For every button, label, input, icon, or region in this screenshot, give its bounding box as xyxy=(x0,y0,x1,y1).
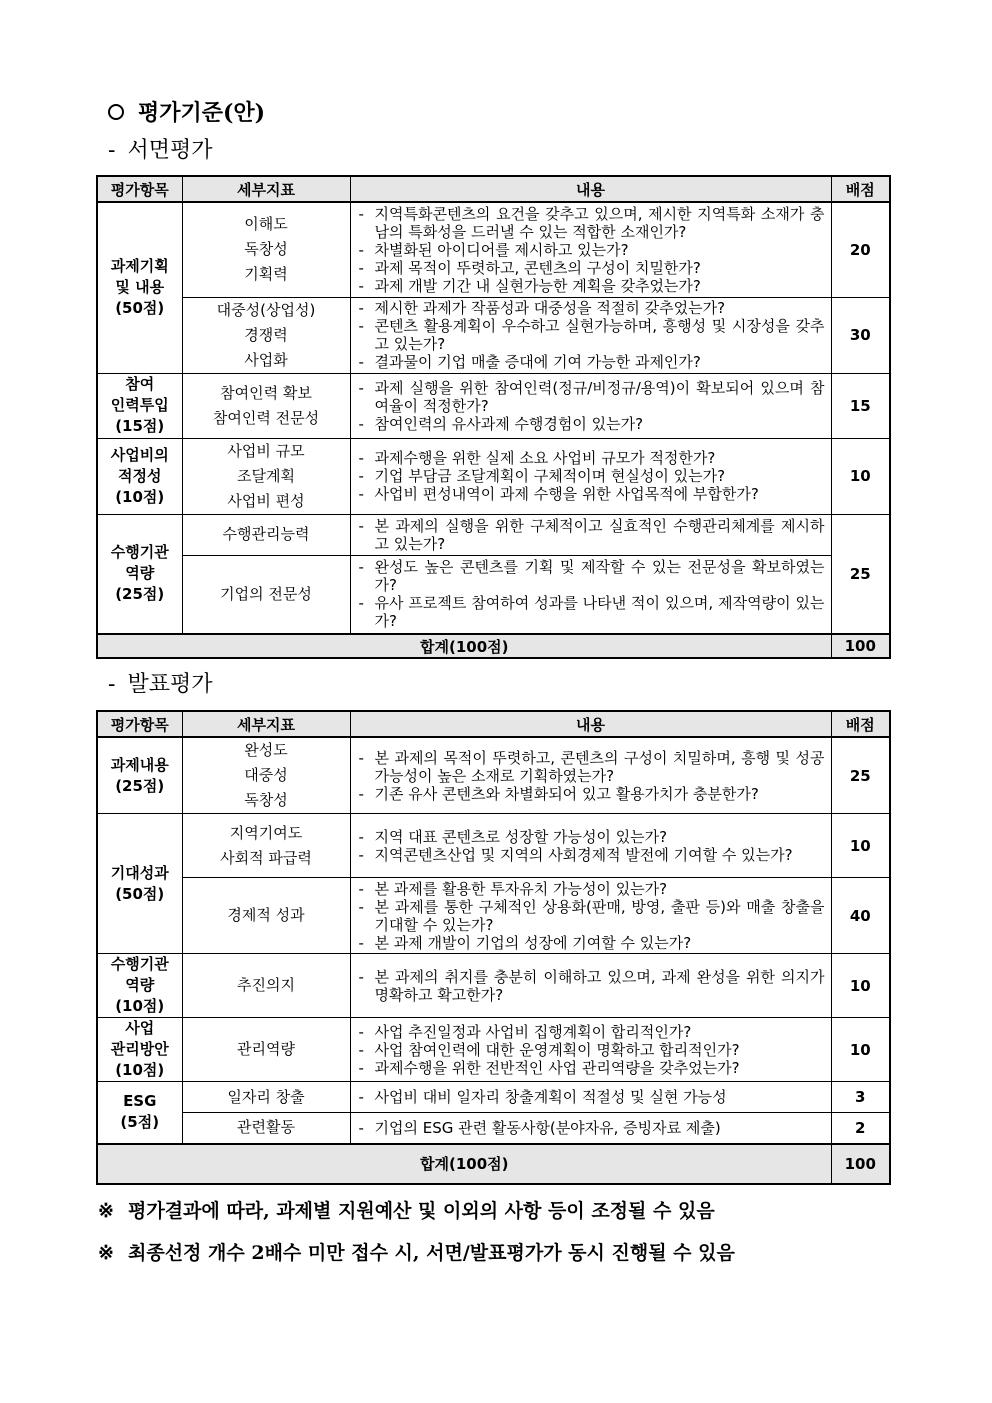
header-content: 내용 xyxy=(350,711,831,737)
written-eval-label: - 서면평가 xyxy=(108,138,213,163)
list-item: - 사업 추진일정과 사업비 집행계획이 합리적인가? xyxy=(359,1023,825,1041)
list-item: - 유사 프로젝트 참여하여 성과를 나타낸 적이 있으며, 제작역량이 있는가? xyxy=(359,594,825,630)
written-eval-table xyxy=(96,175,891,659)
list-item: - 지역 대표 콘텐츠로 성장할 가능성이 있는가? xyxy=(359,828,825,846)
content-cell xyxy=(350,1082,831,1113)
content-cell xyxy=(350,555,831,634)
list-item: - 사업비 편성내역이 과제 수행을 위한 사업목적에 부합한가? xyxy=(359,485,825,503)
list-item: - 과제 목적이 뚜렷하고, 콘텐츠의 구성이 치밀한가? xyxy=(359,259,825,277)
score-cell: 10 xyxy=(831,954,890,1018)
indicator-cell: 사업비 규모 조달계획 사업비 편성 xyxy=(182,438,350,514)
table-row xyxy=(97,1018,890,1082)
list-item: - 기업 부담금 조달계획이 구체적이며 현실성이 있는가? xyxy=(359,467,825,485)
content-cell xyxy=(350,954,831,1018)
section-title-text: 평가기준(안) xyxy=(138,100,266,126)
content-cell xyxy=(350,514,831,555)
category-cell: 수행기관 역량 (10점) xyxy=(97,954,182,1018)
content-cell xyxy=(350,814,831,878)
list-item: - 콘텐츠 활용계획이 우수하고 실현가능하며, 흥행성 및 시장성을 갖추고 있는가? xyxy=(359,317,825,353)
presentation-eval-table xyxy=(96,710,891,1185)
list-item: - 본 과제의 취지를 충분히 이해하고 있으며, 과제 완성을 위한 의지가 명확하고 확고한가? xyxy=(359,968,825,1004)
presentation-eval-label: - 발표평가 xyxy=(108,672,213,697)
table-row xyxy=(97,737,890,814)
list-item: - 과제 실행을 위한 참여인력(정규/비정규/용역)이 확보되어 있으며 참여율이 적정한가? xyxy=(359,379,825,415)
category-cell: 참여 인력투입 (15점) xyxy=(97,373,182,438)
content-cell xyxy=(350,202,831,297)
list-item: - 지역콘텐츠산업 및 지역의 사회경제적 발전에 기여할 수 있는가? xyxy=(359,846,825,864)
score-cell: 25 xyxy=(831,514,890,634)
table-row xyxy=(97,814,890,878)
category-cell: 과제기획 및 내용 (50점) xyxy=(97,202,182,373)
table-row xyxy=(97,373,890,438)
category-cell: ESG (5점) xyxy=(97,1082,182,1144)
header-content: 내용 xyxy=(350,176,831,202)
score-cell: 25 xyxy=(831,737,890,814)
content-cell xyxy=(350,297,831,373)
indicator-cell: 관련활동 xyxy=(182,1113,350,1144)
table-row xyxy=(97,438,890,514)
indicator-cell: 기업의 전문성 xyxy=(182,555,350,634)
table-header-row xyxy=(97,711,890,737)
table-row xyxy=(97,954,890,1018)
list-item: - 기업의 ESG 관련 활동사항(분야자유, 증빙자료 제출) xyxy=(359,1119,825,1137)
header-indicator: 세부지표 xyxy=(182,176,350,202)
list-item: - 본 과제를 통한 구체적인 상용화(판매, 방영, 출판 등)와 매출 창출을 기대할 수 있는가? xyxy=(359,898,825,934)
header-category: 평가항목 xyxy=(97,176,182,202)
list-item: - 과제 개발 기간 내 실현가능한 계획을 갖추었는가? xyxy=(359,277,825,295)
content-cell xyxy=(350,878,831,954)
category-cell: 사업비의 적정성 (10점) xyxy=(97,438,182,514)
score-cell: 15 xyxy=(831,373,890,438)
list-item: - 과제수행을 위한 실제 소요 사업비 규모가 적정한가? xyxy=(359,449,825,467)
category-cell: 수행기관 역량 (25점) xyxy=(97,514,182,634)
indicator-cell: 일자리 창출 xyxy=(182,1082,350,1113)
score-cell: 3 xyxy=(831,1082,890,1113)
content-cell xyxy=(350,737,831,814)
table-row xyxy=(97,202,890,297)
category-cell: 과제내용 (25점) xyxy=(97,737,182,814)
note-line xyxy=(98,1232,898,1274)
list-item: - 기존 유사 콘텐츠와 차별화되어 있고 활용가치가 충분한가? xyxy=(359,785,825,803)
indicator-cell: 대중성(상업성) 경쟁력 사업화 xyxy=(182,297,350,373)
indicator-cell: 참여인력 확보 참여인력 전문성 xyxy=(182,373,350,438)
header-score: 배점 xyxy=(831,176,890,202)
indicator-cell: 지역기여도 사회적 파급력 xyxy=(182,814,350,878)
list-item: - 본 과제를 활용한 투자유치 가능성이 있는가? xyxy=(359,880,825,898)
circle-bullet-icon xyxy=(108,104,124,120)
header-category: 평가항목 xyxy=(97,711,182,737)
indicator-cell: 추진의지 xyxy=(182,954,350,1018)
indicator-cell: 관리역량 xyxy=(182,1018,350,1082)
header-score: 배점 xyxy=(831,711,890,737)
score-cell: 20 xyxy=(831,202,890,297)
total-row xyxy=(97,1144,890,1184)
list-item: - 본 과제의 실행을 위한 구체적이고 실효적인 수행관리체계를 제시하고 있는가? xyxy=(359,517,825,553)
list-item: - 본 과제 개발이 기업의 성장에 기여할 수 있는가? xyxy=(359,934,825,952)
total-label: 합계(100점) xyxy=(97,634,831,658)
indicator-cell: 경제적 성과 xyxy=(182,878,350,954)
list-item: - 본 과제의 목적이 뚜렷하고, 콘텐츠의 구성이 치밀하며, 흥행 및 성공 가능성이 높은 소재로 기획하였는가? xyxy=(359,749,825,785)
list-item: - 참여인력의 유사과제 수행경험이 있는가? xyxy=(359,415,825,433)
list-item: - 완성도 높은 콘텐츠를 기획 및 제작할 수 있는 전문성을 확보하였는가? xyxy=(359,558,825,594)
indicator-cell: 이해도 독창성 기획력 xyxy=(182,202,350,297)
score-cell: 10 xyxy=(831,814,890,878)
note-text: 평가결과에 따라, 과제별 지원예산 및 이외의 사항 등이 조정될 수 있음 xyxy=(128,1200,715,1222)
content-cell xyxy=(350,438,831,514)
note-text: 최종선정 개수 2배수 미만 접수 시, 서면/발표평가가 동시 진행될 수 있음 xyxy=(128,1242,735,1264)
table-row xyxy=(97,297,890,373)
table-header-row xyxy=(97,176,890,202)
table-row xyxy=(97,1113,890,1144)
section-title xyxy=(108,96,265,127)
total-score: 100 xyxy=(831,634,890,658)
score-cell: 2 xyxy=(831,1113,890,1144)
list-item: - 결과물이 기업 매출 증대에 기여 가능한 과제인가? xyxy=(359,353,825,371)
content-cell xyxy=(350,373,831,438)
list-item: - 사업비 대비 일자리 창출계획이 적절성 및 실현 가능성 xyxy=(359,1088,825,1106)
score-cell: 10 xyxy=(831,1018,890,1082)
table-row xyxy=(97,878,890,954)
list-item: - 사업 참여인력에 대한 운영계획이 명확하고 합리적인가? xyxy=(359,1041,825,1059)
total-label: 합계(100점) xyxy=(97,1144,831,1184)
reference-mark-icon: ※ xyxy=(98,1200,114,1222)
content-cell xyxy=(350,1018,831,1082)
reference-mark-icon: ※ xyxy=(98,1242,114,1264)
list-item: - 과제수행을 위한 전반적인 사업 관리역량을 갖추었는가? xyxy=(359,1059,825,1077)
indicator-cell: 수행관리능력 xyxy=(182,514,350,555)
indicator-cell: 완성도 대중성 독창성 xyxy=(182,737,350,814)
score-cell: 10 xyxy=(831,438,890,514)
score-cell: 30 xyxy=(831,297,890,373)
list-item: - 차별화된 아이디어를 제시하고 있는가? xyxy=(359,241,825,259)
table-row xyxy=(97,555,890,634)
total-score: 100 xyxy=(831,1144,890,1184)
score-cell: 40 xyxy=(831,878,890,954)
notes xyxy=(98,1190,898,1274)
category-cell: 기대성과 (50점) xyxy=(97,814,182,954)
table-row xyxy=(97,514,890,555)
total-row xyxy=(97,634,890,658)
note-line xyxy=(98,1190,898,1232)
category-cell: 사업 관리방안 (10점) xyxy=(97,1018,182,1082)
content-cell xyxy=(350,1113,831,1144)
header-indicator: 세부지표 xyxy=(182,711,350,737)
list-item: - 제시한 과제가 작품성과 대중성을 적절히 갖추었는가? xyxy=(359,299,825,317)
list-item: - 지역특화콘텐츠의 요건을 갖추고 있으며, 제시한 지역특화 소재가 충남의 특화성을 드러낼 수 있는 적합한 소재인가? xyxy=(359,205,825,241)
table-row xyxy=(97,1082,890,1113)
